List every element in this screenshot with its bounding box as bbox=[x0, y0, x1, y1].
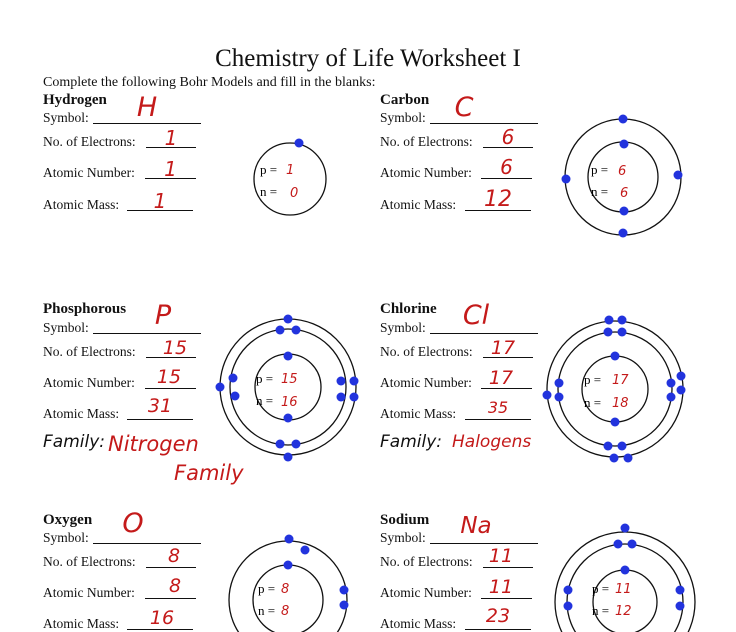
proton-label: p = bbox=[260, 162, 278, 177]
symbol-label: Symbol: bbox=[380, 110, 426, 125]
neutron-label: n = bbox=[591, 184, 609, 199]
bohr-model bbox=[250, 135, 330, 215]
neutron-count: 12 bbox=[615, 604, 632, 619]
atomic-mass-answer: 16 bbox=[149, 607, 175, 629]
electron bbox=[605, 316, 614, 325]
proton-count: 1 bbox=[286, 163, 295, 178]
electron bbox=[677, 372, 686, 381]
electron bbox=[624, 454, 633, 463]
electron bbox=[276, 440, 285, 449]
atomic-mass-label: Atomic Mass: bbox=[43, 197, 120, 212]
atomic-mass-answer: 23 bbox=[485, 605, 511, 627]
electron bbox=[674, 171, 683, 180]
electron bbox=[340, 601, 349, 610]
electron bbox=[295, 139, 304, 148]
electron bbox=[604, 328, 613, 337]
symbol-answer: H bbox=[136, 92, 158, 123]
family-answer-line2: Family bbox=[174, 461, 244, 485]
family-label: Family: bbox=[43, 432, 105, 452]
electron-shell-2 bbox=[230, 329, 346, 445]
atomic-number-label: Atomic Number: bbox=[380, 375, 472, 390]
electron bbox=[284, 561, 293, 570]
electron bbox=[614, 540, 623, 549]
neutron-label: n = bbox=[584, 395, 602, 410]
electrons-answer: 15 bbox=[162, 337, 188, 359]
atomic-number-label: Atomic Number: bbox=[43, 375, 135, 390]
symbol-blank bbox=[93, 333, 201, 334]
electron bbox=[543, 391, 552, 400]
electron bbox=[350, 393, 359, 402]
atomic-number-label: Atomic Number: bbox=[43, 585, 135, 600]
bohr-model bbox=[228, 530, 352, 630]
electron bbox=[231, 392, 240, 401]
electron bbox=[619, 115, 628, 124]
electron-shell-3 bbox=[547, 321, 683, 457]
electron bbox=[301, 546, 310, 555]
electron bbox=[229, 374, 238, 383]
proton-label: p = bbox=[584, 372, 602, 387]
atomic-mass-answer: 12 bbox=[484, 187, 512, 212]
neutron-count: 8 bbox=[281, 604, 290, 619]
atomic-number-label: Atomic Number: bbox=[43, 165, 135, 180]
atomic-mass-label: Atomic Mass: bbox=[43, 616, 120, 631]
electrons-blank bbox=[146, 567, 196, 568]
atomic-mass-label: Atomic Mass: bbox=[380, 616, 457, 631]
atomic-mass-answer: 1 bbox=[153, 189, 167, 213]
electron-shell-1 bbox=[582, 356, 648, 422]
symbol-blank bbox=[430, 123, 538, 124]
electrons-answer: 17 bbox=[490, 337, 516, 359]
symbol-answer: O bbox=[122, 508, 144, 539]
electron bbox=[667, 379, 676, 388]
electron bbox=[611, 352, 620, 361]
electron-shell-3 bbox=[220, 319, 356, 455]
electron bbox=[619, 229, 628, 238]
symbol-answer: Cl bbox=[462, 300, 490, 331]
atomic-number-answer: 11 bbox=[488, 576, 514, 598]
proton-count: 11 bbox=[615, 582, 632, 597]
instructions: Complete the following Bohr Models and fill in the blanks: bbox=[43, 75, 376, 90]
electron bbox=[628, 540, 637, 549]
electron bbox=[350, 377, 359, 386]
electron-shell-1 bbox=[253, 565, 323, 632]
electron bbox=[620, 140, 629, 149]
electrons-blank bbox=[483, 567, 533, 568]
electron bbox=[564, 586, 573, 595]
electron bbox=[610, 454, 619, 463]
electron bbox=[562, 175, 571, 184]
electron bbox=[284, 453, 293, 462]
electron bbox=[621, 524, 630, 533]
electron bbox=[564, 602, 573, 611]
electron bbox=[340, 586, 349, 595]
electron bbox=[292, 326, 301, 335]
proton-label: p = bbox=[258, 581, 276, 596]
atomic-mass-label: Atomic Mass: bbox=[380, 197, 457, 212]
neutron-label: n = bbox=[256, 393, 274, 408]
proton-count: 17 bbox=[612, 373, 629, 388]
electrons-label: No. of Electrons: bbox=[380, 554, 473, 569]
symbol-blank bbox=[93, 123, 201, 124]
family-label: Family: bbox=[380, 432, 442, 452]
atomic-number-answer: 15 bbox=[156, 366, 182, 388]
symbol-label: Symbol: bbox=[380, 320, 426, 335]
electron bbox=[555, 393, 564, 402]
electron-shell-1 bbox=[254, 143, 326, 215]
atomic-number-answer: 1 bbox=[164, 157, 177, 181]
symbol-blank bbox=[93, 543, 201, 544]
bohr-model bbox=[563, 115, 687, 239]
neutron-count: 18 bbox=[612, 396, 629, 411]
electron bbox=[292, 440, 301, 449]
electron bbox=[284, 352, 293, 361]
electrons-answer: 8 bbox=[167, 545, 181, 567]
element-name: Oxygen bbox=[43, 512, 93, 528]
atomic-number-blank bbox=[481, 598, 532, 599]
electron bbox=[284, 414, 293, 423]
electrons-label: No. of Electrons: bbox=[43, 554, 136, 569]
electrons-answer: 1 bbox=[164, 126, 178, 150]
electrons-label: No. of Electrons: bbox=[43, 134, 136, 149]
electron bbox=[667, 393, 676, 402]
atomic-mass-answer: 35 bbox=[487, 398, 509, 417]
electron-shell-1 bbox=[593, 570, 657, 632]
electron-shell-1 bbox=[255, 354, 321, 420]
electron bbox=[555, 379, 564, 388]
electron bbox=[276, 326, 285, 335]
bohr-model bbox=[218, 313, 362, 463]
family-answer: Nitrogen bbox=[108, 432, 199, 456]
neutron-label: n = bbox=[258, 603, 276, 618]
proton-count: 6 bbox=[618, 164, 627, 179]
atomic-number-blank bbox=[145, 598, 196, 599]
neutron-count: 0 bbox=[290, 186, 299, 201]
proton-count: 15 bbox=[281, 372, 298, 387]
electron bbox=[285, 535, 294, 544]
electron bbox=[677, 386, 686, 395]
symbol-label: Symbol: bbox=[43, 320, 89, 335]
neutron-label: n = bbox=[592, 603, 610, 618]
symbol-answer: C bbox=[454, 92, 474, 123]
bohr-model bbox=[555, 522, 695, 630]
electron bbox=[618, 328, 627, 337]
element-name: Hydrogen bbox=[43, 92, 107, 108]
electron bbox=[604, 442, 613, 451]
element-name: Carbon bbox=[380, 92, 430, 108]
symbol-blank bbox=[430, 543, 538, 544]
electron bbox=[621, 566, 630, 575]
atomic-number-answer: 17 bbox=[488, 367, 514, 389]
electrons-answer: 11 bbox=[488, 545, 514, 567]
electrons-label: No. of Electrons: bbox=[43, 344, 136, 359]
electron bbox=[611, 418, 620, 427]
family-answer: Halogens bbox=[452, 432, 532, 452]
electron bbox=[620, 207, 629, 216]
neutron-count: 6 bbox=[620, 186, 629, 201]
electron bbox=[337, 393, 346, 402]
element-name: Phosphorous bbox=[43, 301, 127, 317]
proton-label: p = bbox=[591, 162, 609, 177]
proton-label: p = bbox=[256, 371, 274, 386]
symbol-label: Symbol: bbox=[43, 530, 89, 545]
atomic-mass-label: Atomic Mass: bbox=[43, 406, 120, 421]
atomic-number-label: Atomic Number: bbox=[380, 165, 472, 180]
atomic-number-answer: 8 bbox=[168, 575, 182, 597]
electron bbox=[337, 377, 346, 386]
atomic-mass-label: Atomic Mass: bbox=[380, 406, 457, 421]
atomic-number-blank bbox=[145, 388, 196, 389]
electron bbox=[284, 315, 293, 324]
element-name: Sodium bbox=[380, 512, 430, 528]
symbol-label: Symbol: bbox=[43, 110, 89, 125]
element-name: Chlorine bbox=[380, 301, 437, 317]
proton-label: p = bbox=[592, 581, 610, 596]
atomic-number-answer: 6 bbox=[500, 155, 513, 179]
electron-shell-2 bbox=[558, 332, 672, 446]
symbol-answer: P bbox=[154, 300, 172, 331]
bohr-model bbox=[540, 313, 688, 463]
electrons-label: No. of Electrons: bbox=[380, 344, 473, 359]
electron bbox=[676, 586, 685, 595]
electron bbox=[618, 316, 627, 325]
proton-count: 8 bbox=[281, 582, 290, 597]
symbol-label: Symbol: bbox=[380, 530, 426, 545]
electron bbox=[676, 602, 685, 611]
atomic-mass-blank bbox=[465, 419, 531, 420]
neutron-count: 16 bbox=[281, 395, 298, 410]
electron bbox=[618, 442, 627, 451]
symbol-blank bbox=[430, 333, 538, 334]
electron bbox=[216, 383, 225, 392]
atomic-number-label: Atomic Number: bbox=[380, 585, 472, 600]
atomic-mass-blank bbox=[127, 419, 193, 420]
neutron-label: n = bbox=[260, 184, 278, 199]
atomic-mass-answer: 31 bbox=[147, 395, 173, 417]
worksheet-title: Chemistry of Life Worksheet I bbox=[215, 45, 521, 72]
electrons-answer: 6 bbox=[501, 125, 515, 149]
symbol-answer: Na bbox=[460, 513, 492, 539]
electrons-label: No. of Electrons: bbox=[380, 134, 473, 149]
